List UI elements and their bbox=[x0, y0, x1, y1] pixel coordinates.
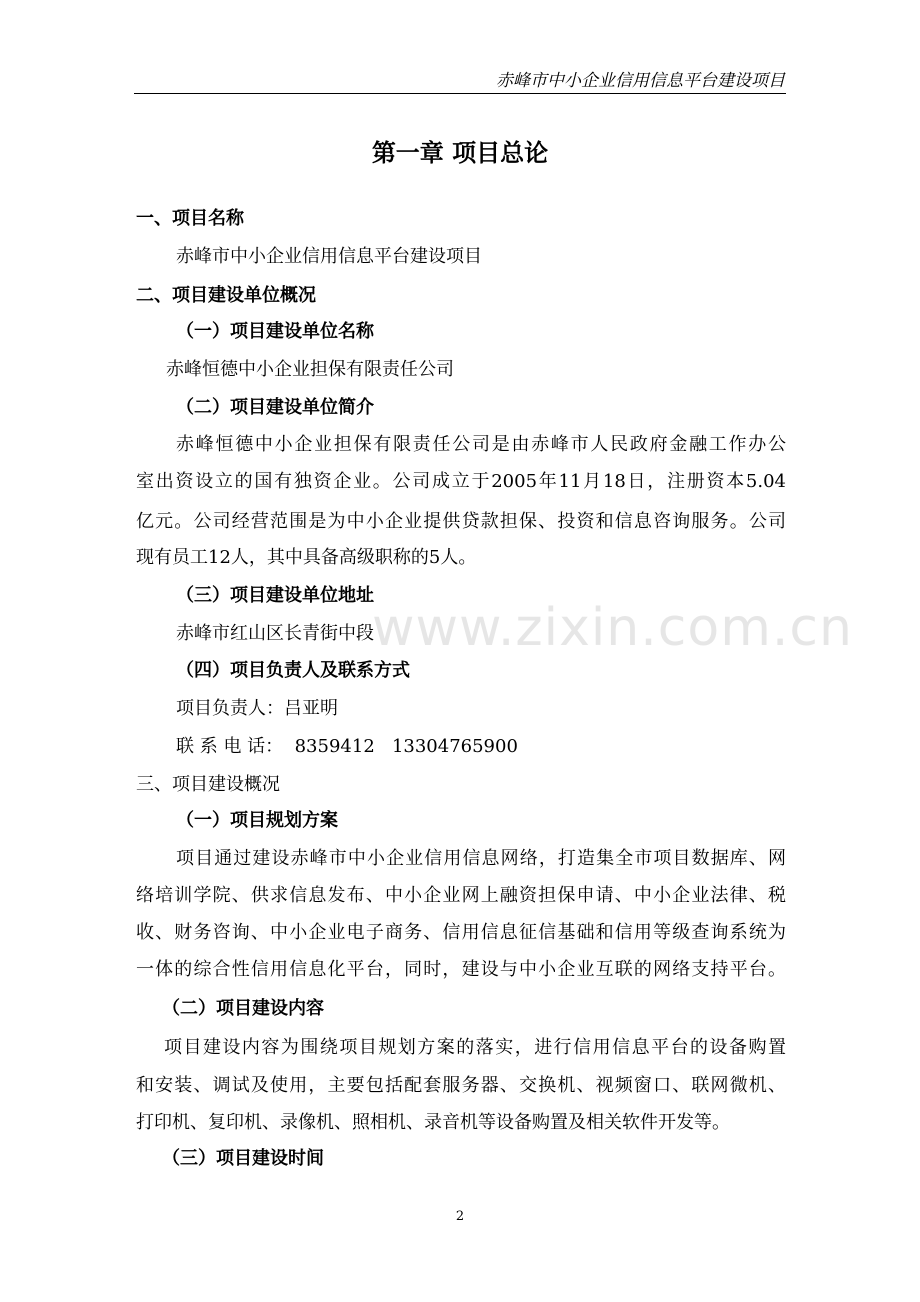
section-2-3-heading: （三）项目建设单位地址 bbox=[176, 585, 374, 606]
page-number: 2 bbox=[455, 1209, 465, 1224]
section-2-1-body: 赤峰恒德中小企业担保有限责任公司 bbox=[166, 359, 454, 380]
watermark: www.zixin.com.cn bbox=[372, 598, 853, 658]
project-leader: 项目负责人：吕亚明 bbox=[176, 698, 338, 719]
paragraph-line: 项目通过建设赤峰市中小企业信用信息网络，打造集全市项目数据库、网 bbox=[176, 848, 786, 869]
section-2-1-heading: （一）项目建设单位名称 bbox=[176, 321, 374, 342]
section-2-heading: 二、项目建设单位概况 bbox=[136, 285, 316, 306]
paragraph-line: 项目建设内容为围绕项目规划方案的落实，进行信用信息平台的设备购置 bbox=[164, 1037, 786, 1058]
section-3-2-heading: （二）项目建设内容 bbox=[162, 998, 324, 1019]
paragraph-line: 收、财务咨询、中小企业电子商务、信用信息征信基础和信用等级查询系统为 bbox=[136, 922, 786, 943]
paragraph-line: 络培训学院、供求信息发布、中小企业网上融资担保申请、中小企业法律、税 bbox=[136, 885, 786, 906]
paragraph-line: 和安装、调试及使用，主要包括配套服务器、交换机、视频窗口、联网微机、 bbox=[136, 1075, 786, 1096]
section-1-heading: 一、项目名称 bbox=[136, 208, 244, 229]
section-2-4-heading: （四）项目负责人及联系方式 bbox=[176, 660, 410, 681]
running-header: 赤峰市中小企业信用信息平台建设项目 bbox=[496, 71, 785, 91]
chapter-title: 第一章 项目总论 bbox=[371, 139, 549, 167]
section-1-body: 赤峰市中小企业信用信息平台建设项目 bbox=[176, 246, 482, 267]
section-2-3-body: 赤峰市红山区长青街中段 bbox=[176, 623, 374, 644]
section-3-heading: 三、项目建设概况 bbox=[136, 774, 280, 795]
paragraph-line: 室出资设立的国有独资企业。公司成立于2005年11月18日，注册资本5.04 bbox=[136, 471, 786, 492]
section-2-2-heading: （二）项目建设单位简介 bbox=[176, 397, 374, 418]
paragraph-line: 打印机、复印机、录像机、照相机、录音机等设备购置及相关软件开发等。 bbox=[136, 1112, 730, 1133]
contact-phone: 联 系 电 话： 8359412 13304765900 bbox=[176, 736, 518, 757]
paragraph-line: 一体的综合性信用信息化平台，同时，建设与中小企业互联的网络支持平台。 bbox=[136, 959, 786, 980]
paragraph-line: 现有员工12人，其中具备高级职称的5人。 bbox=[136, 547, 477, 568]
paragraph-line: 赤峰恒德中小企业担保有限责任公司是由赤峰市人民政府金融工作办公 bbox=[176, 434, 786, 455]
section-3-3-heading: （三）项目建设时间 bbox=[162, 1148, 324, 1169]
section-3-1-heading: （一）项目规划方案 bbox=[176, 810, 338, 831]
header-rule bbox=[134, 93, 786, 94]
paragraph-line: 亿元。公司经营范围是为中小企业提供贷款担保、投资和信息咨询服务。公司 bbox=[136, 511, 786, 532]
